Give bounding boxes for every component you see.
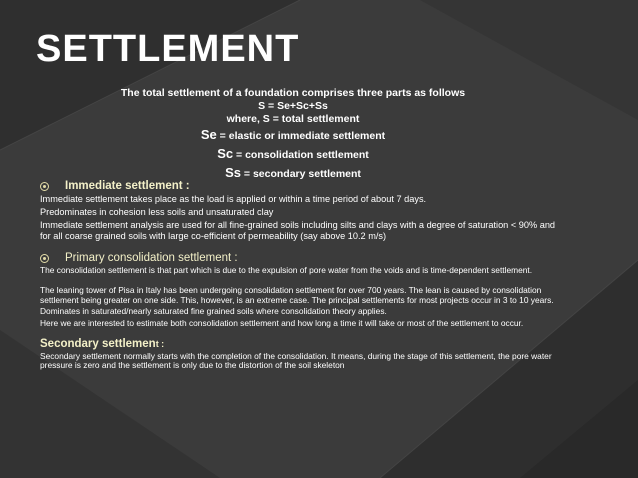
sc-text: = consolidation settlement — [233, 149, 369, 161]
immediate-paragraph-3: Immediate settlement analysis are used for all fine-grained soils including silts and clays with a degree of saturation < 90% and for all coarse grained soils with large co-efficient of permeability (say above 10.2 m/s) — [40, 220, 556, 241]
primary-heading-row — [40, 253, 560, 264]
sc-definition — [40, 145, 546, 164]
immediate-heading: Immediate settlement : — [65, 180, 190, 192]
bullet-circle-icon — [40, 254, 49, 263]
sc-symbol: Sc — [217, 146, 234, 161]
immediate-paragraph-1: Immediate settlement takes place as the load is applied or within a time period of about 7 days. — [40, 194, 427, 204]
settlement-equation: S = Se+Sc+Ss — [258, 100, 328, 112]
where-definition: where, S = total settlement — [226, 113, 360, 125]
se-symbol: Se — [200, 127, 217, 142]
secondary-heading-tail: t : — [155, 339, 165, 350]
primary-paragraph-1: The consolidation settlement is that part which is due to the expulsion of pore water from the voids and is time-dependent settlement. — [40, 265, 533, 275]
primary-paragraph-3: Dominates in saturated/nearly saturated fine grained soils where consolidation theory applies. — [40, 306, 387, 317]
ss-text: = secondary settlement — [240, 168, 361, 180]
intro-block — [40, 87, 546, 183]
intro-line: The total settlement of a foundation comprises three parts as follows — [120, 87, 466, 99]
secondary-heading-text: Secondary settlemen — [40, 338, 156, 351]
secondary-paragraph-1: Secondary settlement normally starts with the completion of the consolidation. It means, during the stage of this settlement, the pore water pressure is zero and the settlement is only due to the distortion of the soil skeleton — [40, 351, 552, 371]
primary-heading: Primary consolidation settlement : — [65, 252, 238, 264]
slide-title: SETTLEMENT — [36, 28, 300, 70]
immediate-paragraph-2: Predominates in cohesion less soils and unsaturated clay — [40, 207, 274, 217]
se-text: = elastic or immediate settlement — [216, 130, 386, 142]
immediate-heading-row — [40, 181, 560, 192]
bullet-circle-icon — [40, 182, 49, 191]
ss-symbol: Ss — [225, 165, 241, 180]
body-content — [40, 181, 560, 373]
primary-paragraph-4: Here we are interested to estimate both consolidation settlement and how long a time it will take or most of the settlement to occur. — [40, 317, 524, 328]
se-definition — [40, 126, 546, 145]
secondary-heading — [40, 339, 560, 350]
primary-paragraph-2: The leaning tower of Pisa in Italy has been undergoing consolidation settlement for over 700 years. The lean is caused by consolidation settlement being greater on one side. This, however, is an extreme case. The principal settlements for most projects occur in 3 to 10 years. — [40, 285, 554, 305]
